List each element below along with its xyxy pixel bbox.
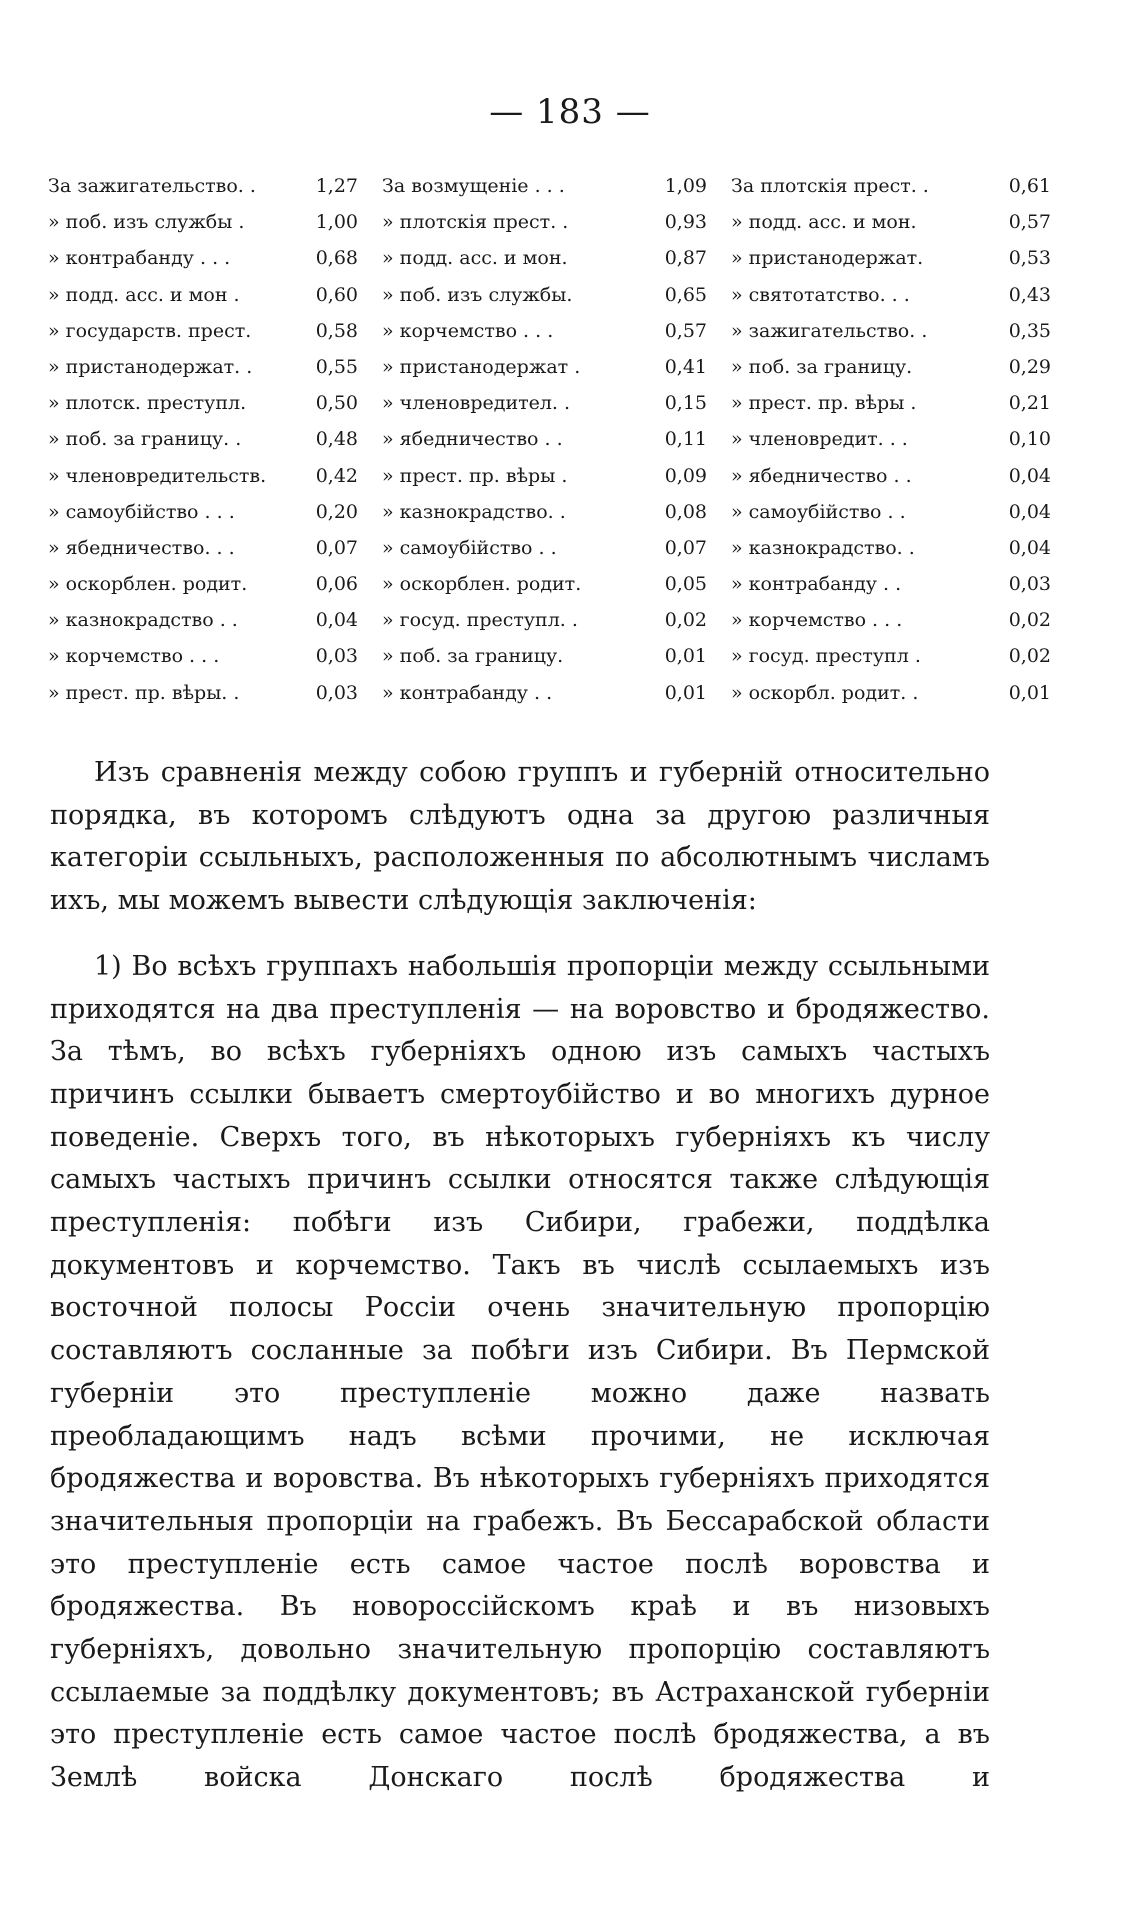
- table-row: [48, 465, 358, 501]
- row-label: » членовредител. .: [382, 392, 571, 415]
- row-label: » корчемство . . .: [48, 645, 220, 668]
- row-label: » ябедничество . .: [731, 464, 912, 487]
- row-value: 0,20: [315, 500, 358, 523]
- table-row: [731, 682, 1051, 718]
- row-label: » прест. пр. вѣры .: [382, 464, 568, 487]
- row-value: 0,93: [664, 211, 707, 234]
- row-value: 0,04: [1008, 500, 1051, 523]
- table-row: [382, 320, 707, 356]
- row-label: За плотскія прест. .: [731, 175, 929, 197]
- table-row: [48, 392, 358, 428]
- table-row: [382, 175, 707, 211]
- row-label: » государств. прест.: [48, 319, 252, 342]
- row-label: » членовредит. . .: [731, 428, 908, 451]
- table-row: [48, 609, 358, 645]
- body-text: [50, 752, 990, 1800]
- table-row: [48, 175, 358, 211]
- table-row: [382, 609, 707, 645]
- row-label: » прест. пр. вѣры. .: [48, 681, 240, 704]
- table-row: [48, 320, 358, 356]
- row-value: 0,01: [664, 645, 707, 668]
- table-row: [382, 573, 707, 609]
- row-label: » поб. изъ службы .: [48, 211, 245, 234]
- table-row: [382, 428, 707, 464]
- row-value: 0,04: [315, 609, 358, 632]
- row-label: » поб. за границу. .: [48, 428, 242, 451]
- row-label: » оскорблен. родит.: [48, 573, 248, 596]
- table-column: [382, 175, 707, 718]
- table-row: [731, 247, 1051, 283]
- table-row: [382, 247, 707, 283]
- row-label: » оскорбл. родит. .: [731, 681, 919, 704]
- table-row: [48, 645, 358, 681]
- table-row: [48, 247, 358, 283]
- row-label: » поб. за границу.: [731, 355, 913, 378]
- table-row: [48, 682, 358, 718]
- paragraph: 1) Во всѣхъ группахъ набольшія пропорціи между ссыльными приходятся на два преступленія — на воровство и бродяжество. За тѣмъ, во всѣхъ губерніяхъ одною изъ самыхъ частыхъ причинъ ссылки бываетъ смертоубійство и во многихъ дурное поведеніе. Сверхъ того, въ нѣкоторыхъ губерніяхъ къ числу самыхъ частыхъ причинъ ссылки относятся также слѣдующія преступленія: побѣги изъ Сибири, грабежи, поддѣлка документовъ и корчемство. Такъ въ числѣ ссылаемыхъ изъ восточной полосы Россіи очень значительную пропорцію составляютъ сосланные за побѣги изъ Сибири. Въ Пермской губерніи это преступленіе можно даже назвать преобладающимъ надъ всѣми прочими, не исключая бродяжества и воровства. Въ нѣкоторыхъ губерніяхъ приходятся значительныя пропорціи на грабежъ. Въ Бессарабской области это преступленіе есть самое частое послѣ воровства и бродяжества. Въ новороссійскомъ краѣ и въ низовыхъ губерніяхъ, довольно значительную пропорцію составляютъ ссылаемые за поддѣлку документовъ; въ Астраханской губерніи это преступленіе есть самое частое послѣ бродяжества, а въ Землѣ войска Донскаго послѣ бродяжества и: [50, 950, 990, 1794]
- table-row: [382, 356, 707, 392]
- table-row: [48, 428, 358, 464]
- row-label: » плотск. преступл.: [48, 392, 247, 415]
- row-value: 0,58: [315, 319, 358, 342]
- row-value: 0,02: [1008, 645, 1051, 668]
- table-row: [731, 465, 1051, 501]
- row-value: 0,04: [1008, 536, 1051, 559]
- row-value: 0,41: [664, 355, 707, 378]
- row-value: 0,42: [315, 464, 358, 487]
- table-row: [382, 682, 707, 718]
- row-value: 0,15: [664, 392, 707, 415]
- table-row: [382, 537, 707, 573]
- row-label: За зажигательство. .: [48, 175, 256, 197]
- row-value: 0,21: [1008, 392, 1051, 415]
- table-row: [382, 284, 707, 320]
- row-label: » пристанодержат.: [731, 247, 924, 270]
- table-row: [48, 211, 358, 247]
- row-value: 0,57: [1008, 211, 1051, 234]
- table-row: [48, 501, 358, 537]
- table-row: [382, 465, 707, 501]
- row-label: » самоубійство . .: [382, 536, 557, 559]
- table-row: [731, 573, 1051, 609]
- row-label: » госуд. преступл. .: [382, 609, 578, 632]
- table-row: [382, 645, 707, 681]
- row-label: За возмущеніе . . .: [382, 175, 565, 197]
- row-label: » святотатство. . .: [731, 283, 910, 306]
- row-label: » прест. пр. вѣры .: [731, 392, 917, 415]
- crime-proportions-table: [48, 175, 1078, 718]
- row-label: » казнокрадство . .: [48, 609, 238, 632]
- row-label: » поб. за границу.: [382, 645, 564, 668]
- row-label: » подд. асс. и мон .: [48, 283, 240, 306]
- table-row: [731, 284, 1051, 320]
- row-label: » корчемство . . .: [382, 319, 554, 342]
- row-value: 0,65: [664, 283, 707, 306]
- table-row: [731, 428, 1051, 464]
- row-label: » пристанодержат .: [382, 355, 581, 378]
- row-value: 1,27: [315, 175, 358, 197]
- row-value: 0,87: [664, 247, 707, 270]
- row-label: » подд. асс. и мон.: [382, 247, 568, 270]
- row-value: 1,09: [664, 175, 707, 197]
- table-row: [731, 501, 1051, 537]
- row-label: » плотскія прест. .: [382, 211, 569, 234]
- row-value: 0,07: [664, 536, 707, 559]
- table-row: [48, 537, 358, 573]
- row-value: 0,04: [1008, 464, 1051, 487]
- row-value: 0,03: [1008, 573, 1051, 596]
- row-value: 0,05: [664, 573, 707, 596]
- row-label: » казнокрадство. .: [382, 500, 566, 523]
- row-value: 0,01: [664, 681, 707, 704]
- row-value: 0,01: [1008, 681, 1051, 704]
- row-value: 0,68: [315, 247, 358, 270]
- row-value: 0,61: [1008, 175, 1051, 197]
- row-value: 0,11: [664, 428, 707, 451]
- table-row: [731, 645, 1051, 681]
- row-label: » поб. изъ службы.: [382, 283, 573, 306]
- row-label: » членовредительств.: [48, 464, 267, 487]
- row-value: 0,10: [1008, 428, 1051, 451]
- row-label: » контрабанду . .: [731, 573, 902, 596]
- row-label: » пристанодержат. .: [48, 355, 253, 378]
- table-row: [731, 609, 1051, 645]
- row-label: » контрабанду . . .: [48, 247, 231, 270]
- row-value: 0,08: [664, 500, 707, 523]
- row-label: » контрабанду . .: [382, 681, 553, 704]
- table-row: [382, 211, 707, 247]
- row-value: 0,35: [1008, 319, 1051, 342]
- row-value: 0,03: [315, 681, 358, 704]
- row-value: 0,55: [315, 355, 358, 378]
- row-label: » зажигательство. .: [731, 319, 928, 342]
- row-value: 0,50: [315, 392, 358, 415]
- table-row: [48, 284, 358, 320]
- row-value: 0,02: [664, 609, 707, 632]
- row-value: 0,06: [315, 573, 358, 596]
- row-label: » оскорблен. родит.: [382, 573, 582, 596]
- row-label: » самоубійство . . .: [48, 500, 235, 523]
- table-row: [382, 501, 707, 537]
- row-value: 0,60: [315, 283, 358, 306]
- row-value: 0,53: [1008, 247, 1051, 270]
- table-row: [731, 392, 1051, 428]
- table-column: [48, 175, 358, 718]
- page-number: — 183 —: [489, 92, 651, 132]
- table-row: [731, 537, 1051, 573]
- table-row: [731, 175, 1051, 211]
- row-value: 1,00: [315, 211, 358, 234]
- row-label: » казнокрадство. .: [731, 536, 915, 559]
- row-value: 0,09: [664, 464, 707, 487]
- table-column: [731, 175, 1051, 718]
- table-row: [48, 573, 358, 609]
- row-label: » самоубійство . .: [731, 500, 906, 523]
- table-row: [731, 211, 1051, 247]
- table-row: [48, 356, 358, 392]
- row-label: » госуд. преступл .: [731, 645, 921, 668]
- table-row: [382, 392, 707, 428]
- row-label: » ябедничество. . .: [48, 536, 235, 559]
- row-value: 0,43: [1008, 283, 1051, 306]
- row-value: 0,29: [1008, 355, 1051, 378]
- table-row: [731, 356, 1051, 392]
- row-value: 0,57: [664, 319, 707, 342]
- row-value: 0,03: [315, 645, 358, 668]
- row-value: 0,02: [1008, 609, 1051, 632]
- paragraph: Изъ сравненія между собою группъ и губерній относительно порядка, въ которомъ слѣдуютъ одна за другою различныя категоріи ссыльныхъ, расположенныя по абсолютнымъ числамъ ихъ, мы можемъ вывести слѣдующія заключенія:: [50, 757, 990, 917]
- row-label: » ябедничество . .: [382, 428, 563, 451]
- row-value: 0,07: [315, 536, 358, 559]
- row-label: » подд. асс. и мон.: [731, 211, 917, 234]
- row-label: » корчемство . . .: [731, 609, 903, 632]
- table-row: [731, 320, 1051, 356]
- row-value: 0,48: [315, 428, 358, 451]
